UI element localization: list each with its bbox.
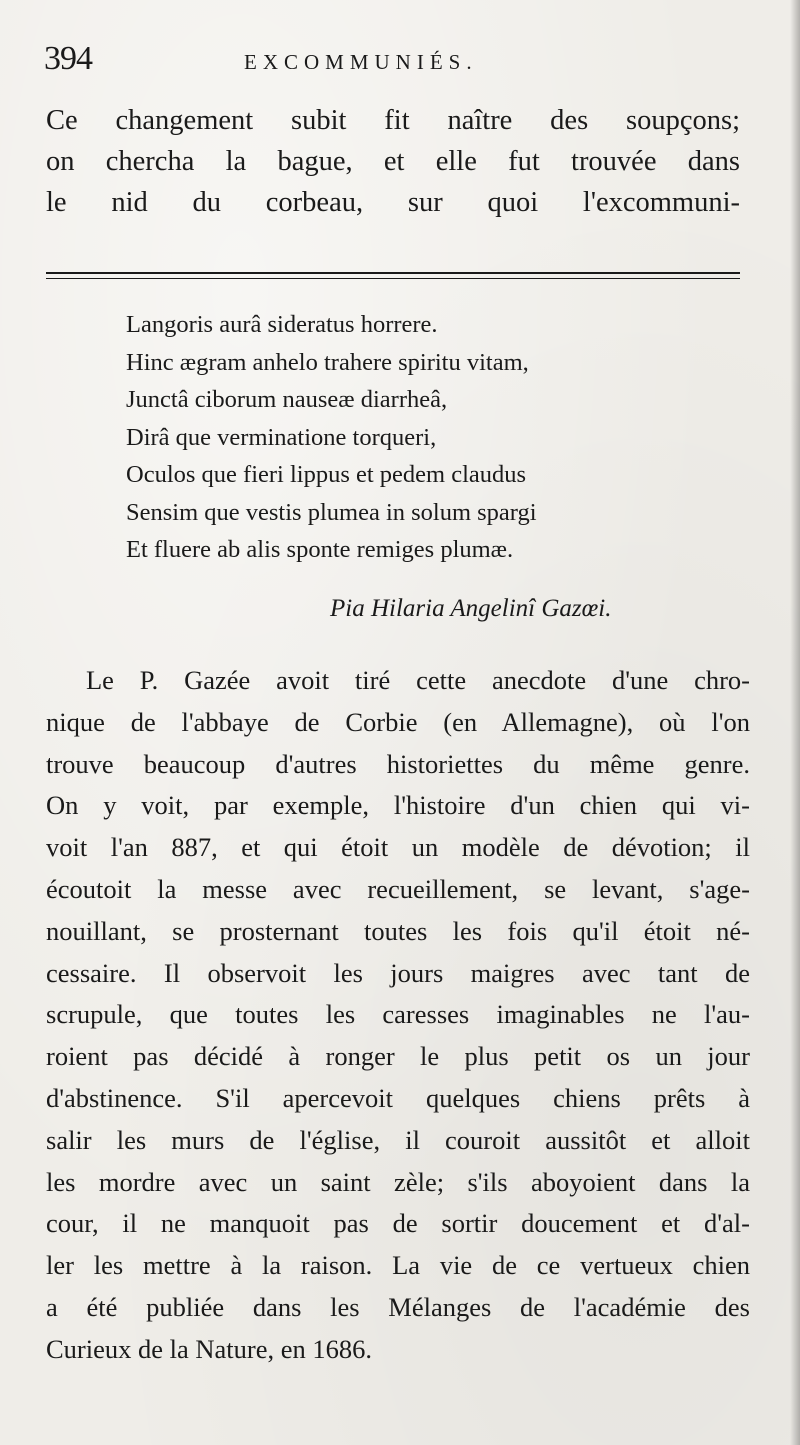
text-line: nouillant, se prosternant toutes les fois qu'il étoit né- [46, 915, 750, 946]
body-paragraph [46, 660, 750, 1371]
text-line: Ce changement subit fit naître des soupçons; [46, 105, 740, 136]
verse-line: Langoris aurâ sideratus horrere. [126, 311, 438, 338]
text-line: On y voit, par exemple, l'histoire d'un chien qui vi- [46, 790, 750, 821]
text-line: voit l'an 887, et qui étoit un modèle de dévotion; il [46, 832, 750, 863]
verse-line: Sensim que vestis plumea in solum spargi [126, 498, 537, 526]
text-line: Le P. Gazée avoit tiré cette anecdote d'une chro- [86, 665, 750, 695]
text-line: écoutoit la messe avec recueillement, se levant, s'age- [46, 873, 750, 904]
verse-line: Junctâ ciborum nauseæ diarrheâ, [126, 386, 448, 413]
text-line: nique de l'abbaye de Corbie (en Allemagne), où l'on [46, 706, 750, 737]
text-line: roient pas décidé à ronger le plus petit os un jour [46, 1041, 750, 1072]
text-line: le nid du corbeau, sur quoi l'excommuni- [46, 187, 740, 218]
top-paragraph [46, 100, 740, 223]
latin-verse [126, 306, 726, 569]
section-rule [46, 272, 740, 279]
verse-line: Hinc ægram anhelo trahere spiritu vitam, [126, 348, 529, 376]
running-head: EXCOMMUNIÉS. [244, 50, 478, 74]
verse-line: Dirâ que verminatione torqueri, [126, 423, 437, 451]
page-edge-shadow [790, 0, 800, 1445]
text-line: cour, il ne manquoit pas de sortir doucement et d'al- [46, 1208, 750, 1239]
text-line: trouve beaucoup d'autres historiettes du même genre. [46, 748, 750, 779]
text-line: cessaire. Il observoit les jours maigres avec tant de [46, 957, 750, 988]
verse-line: Et fluere ab alis sponte remiges plumæ. [126, 536, 514, 563]
page-header [44, 40, 744, 90]
text-line: on chercha la bague, et elle fut trouvée dans [46, 146, 740, 177]
text-line: salir les murs de l'église, il couroit aussitôt et alloit [46, 1124, 750, 1155]
text-line: les mordre avec un saint zèle; s'ils aboyoient dans la [46, 1166, 750, 1197]
text-line: ler les mettre à la raison. La vie de ce vertueux chien [46, 1250, 750, 1281]
page-number: 394 [44, 40, 92, 77]
text-line: d'abstinence. S'il apercevoit quelques chiens prêts à [46, 1082, 750, 1113]
text-line: Curieux de la Nature, en 1686. [46, 1333, 372, 1364]
verse-line: Oculos que fieri lippus et pedem claudus [126, 461, 527, 488]
text-line: scrupule, que toutes les caresses imaginables ne l'au- [46, 999, 750, 1030]
text-line: a été publiée dans les Mélanges de l'académie des [46, 1291, 750, 1322]
verse-attribution: Pia Hilaria Angelinî Gazœi. [330, 595, 612, 622]
